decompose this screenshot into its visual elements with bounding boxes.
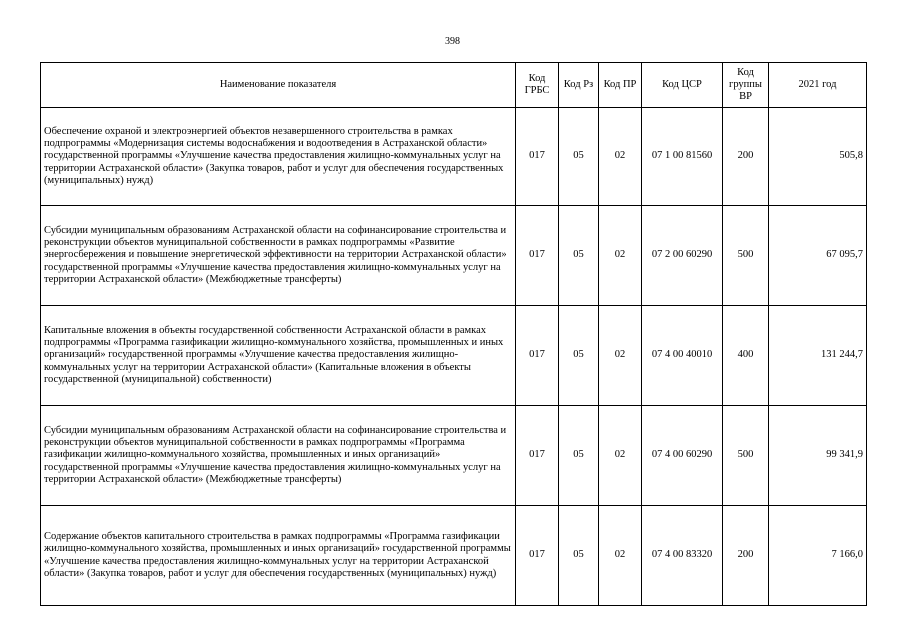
header-csr: Код ЦСР	[642, 63, 723, 108]
row-rz: 05	[559, 406, 599, 506]
row-amount: 131 244,7	[769, 306, 867, 406]
table-row	[41, 206, 867, 306]
row-amount: 7 166,0	[769, 506, 867, 606]
row-csr: 07 4 00 83320	[642, 506, 723, 606]
row-grbs: 017	[516, 306, 559, 406]
header-vr: Код группы ВР	[723, 63, 769, 108]
table-row	[41, 108, 867, 206]
row-grbs: 017	[516, 108, 559, 206]
budget-table	[40, 62, 867, 606]
header-pr: Код ПР	[599, 63, 642, 108]
row-vr: 500	[723, 206, 769, 306]
row-amount: 505,8	[769, 108, 867, 206]
row-name: Обеспечение охраной и электроэнергией объектов незавершенного строительства в рамках подпрограммы «Модернизация системы водоснабжения и водоотведения в Астраханской области» государственной программы «Улучшение качества предоставления жилищно-коммунальных услуг на территории Астраханской области» (Закупка товаров, работ и услуг для обеспечения государственных (муниципальных) нужд)	[41, 108, 516, 206]
row-csr: 07 4 00 60290	[642, 406, 723, 506]
row-name: Субсидии муниципальным образованиям Астраханской области на софинансирование строительства и реконструкции объектов муниципальной собственности в рамках подпрограммы «Развитие энергосбережения и повышение энергетической эффективности на территории Астраханской области» государственной программы «Улучшение качества предоставления жилищно-коммунальных услуг на территории Астраханской области» (Межбюджетные трансферты)	[41, 206, 516, 306]
page-number: 398	[445, 36, 460, 47]
row-grbs: 017	[516, 206, 559, 306]
header-grbs: Код ГРБС	[516, 63, 559, 108]
table-row	[41, 306, 867, 406]
header-rz: Код Рз	[559, 63, 599, 108]
row-pr: 02	[599, 108, 642, 206]
row-grbs: 017	[516, 506, 559, 606]
row-rz: 05	[559, 506, 599, 606]
row-name: Содержание объектов капитального строительства в рамках подпрограммы «Программа газификации жилищно-коммунального хозяйства, промышленных и иных организаций» государственной программы «Улучшение качества предоставления жилищно-коммунальных услуг на территории Астраханской области» (Закупка товаров, работ и услуг для обеспечения государственных (муниципальных) нужд)	[41, 506, 516, 606]
row-vr: 500	[723, 406, 769, 506]
table-row	[41, 506, 867, 606]
row-csr: 07 2 00 60290	[642, 206, 723, 306]
row-amount: 99 341,9	[769, 406, 867, 506]
row-pr: 02	[599, 206, 642, 306]
table-header-row	[41, 63, 867, 108]
table-row	[41, 406, 867, 506]
row-csr: 07 4 00 40010	[642, 306, 723, 406]
row-pr: 02	[599, 506, 642, 606]
row-amount: 67 095,7	[769, 206, 867, 306]
row-vr: 400	[723, 306, 769, 406]
row-name: Капитальные вложения в объекты государственной собственности Астраханской области в рамках подпрограммы «Программа газификации жилищно-коммунального хозяйства, промышленных и иных организаций» государственной программы «Улучшение качества предоставления жилищно-коммунальных услуг на территории Астраханской области» (Капитальные вложения в объекты государственной (муниципальной) собственности)	[41, 306, 516, 406]
row-rz: 05	[559, 206, 599, 306]
row-pr: 02	[599, 306, 642, 406]
header-year: 2021 год	[769, 63, 867, 108]
row-vr: 200	[723, 506, 769, 606]
row-name: Субсидии муниципальным образованиям Астраханской области на софинансирование строительства и реконструкции объектов муниципальной собственности в рамках подпрограммы «Программа газификации жилищно-коммунального хозяйства, промышленных и иных организаций» государственной программы «Улучшение качества предоставления жилищно-коммунальных услуг на территории Астраханской области» (Межбюджетные трансферты)	[41, 406, 516, 506]
row-rz: 05	[559, 108, 599, 206]
row-csr: 07 1 00 81560	[642, 108, 723, 206]
row-grbs: 017	[516, 406, 559, 506]
row-rz: 05	[559, 306, 599, 406]
row-pr: 02	[599, 406, 642, 506]
row-vr: 200	[723, 108, 769, 206]
header-name: Наименование показателя	[41, 63, 516, 108]
